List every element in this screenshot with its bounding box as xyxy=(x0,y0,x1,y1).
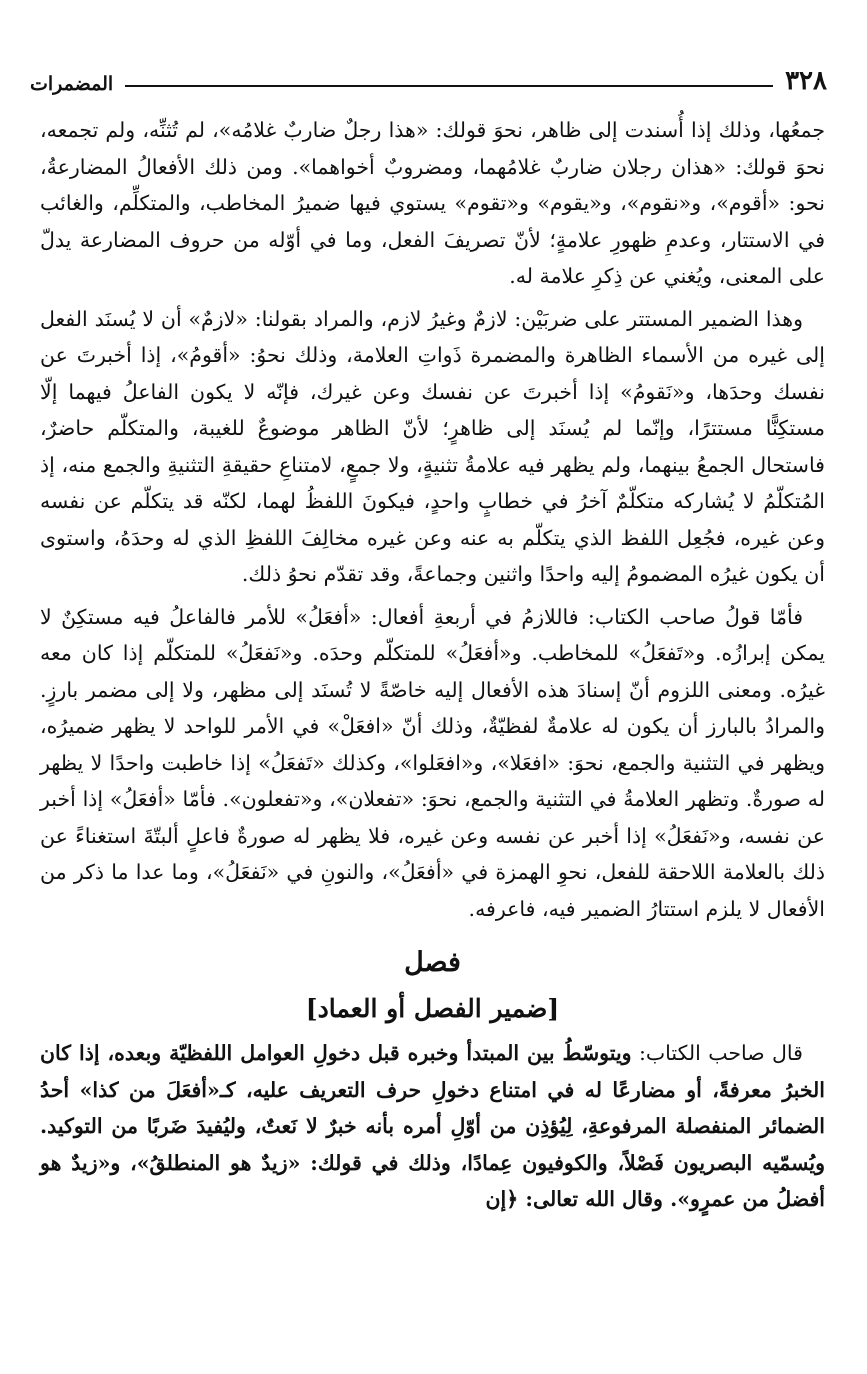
page-number: ٣٢٨ xyxy=(785,66,827,96)
paragraph-3: فأمّا قولُ صاحب الكتاب: فاللازمُ في أربعةِ أفعال: «أفعَلُ» للأمر فالفاعلُ فيه مستكِنٌ لا يمكن إبرازُه. و«تَفعَلُ» للمخاطب. و«أفعَلُ» للمتكلّم وحدَه. و«نَفعَلُ» للمتكلّم إذا كان معه غيرُه. ومعنى اللزوم أنّ إسنادَ هذه الأفعال إليه خاصّةً لا تُسنَد إلى مظهر، ولا إلى مضمر بارزٍ. والمرادُ بالبارز أن يكون له علامةٌ لفظيّةٌ، وذلك أنّ «افعَلْ» في الأمر للواحد لا يظهر ضميرُه، ويظهر في التثنية والجمع، نحوَ: «افعَلا»، و«افعَلوا»، وكذلك «تَفعَلُ» إذا خاطبت واحدًا لا يظهر له صورةٌ. وتظهر العلامةُ في التثنية والجمع، نحوَ: «تفعلان»، و«تفعلون». فأمّا «أفعَلُ» إذا أخبر عن نفسه، و«نَفعَلُ» إذا أخبر عن نفسه وعن غيره، فلا يظهر له صورةٌ فاعلٍ ألبتّةَ استغناءً عن ذلك بالعلامة اللاحقة للفعل، نحوِ الهمزة في «أفعَلُ»، والنونِ في «نَفعَلُ»، وما عدا ما ذكر من الأفعال لا يلزم استتارُ الضمير فيه، فاعرفه. xyxy=(40,604,825,921)
section-spacer xyxy=(40,1027,825,1035)
page-header xyxy=(30,58,827,94)
page-content xyxy=(40,112,825,1218)
header-rule xyxy=(125,85,773,87)
running-title: المضمرات xyxy=(30,73,114,95)
section-subtitle: [ضمير الفصل أو العماد] xyxy=(305,994,560,1023)
paragraph-2: وهذا الضمير المستتر على ضربَيْن: لازمٌ وغيرُ لازم، والمراد بقولنا: «لازمٌ» أن لا يُسنَد الفعل إلى غيره من الأسماء الظاهرة والمضمرة ذَواتِ العلامة، وذلك نحوُ: «أقومُ»، إذا أخبرتَ عن نفسك وحدَها، و«نَقومُ» إذا أخبرتَ عن نفسك وعن غيرك، فإنّه لا يكون الفاعلُ فيهما إلّا مستكِنًّا مستترًا، وإنّما لم يُسنَد إلى ظاهرٍ؛ لأنّ الظاهر موضوعٌ للغيبة، والمتكلّم حاضرٌ، فاستحال الجمعُ بينهما، ولم يظهر فيه علامةُ تثنيةٍ، ولا جمعٍ، لامتناعِ حقيقةِ التثنيةِ والجمع منه، إذ المُتكلّمُ لا يُشاركه متكلّمٌ آخرُ في خطابٍ واحدٍ، فيكونَ اللفظُ لهما، لكنّه قد يتكلّم عن نفسه وعن غيره، فجُعِل اللفظ الذي يتكلّم به عنه وعن غيره مخالِفَ اللفظِ الذي له وحدَهُ، واستوى أن يكون غيرُه المضمومُ إليه واحدًا واثنين وجماعةً، وقد تقدّم نحوُ ذلك. xyxy=(40,306,825,586)
paragraph-4-intro: قال صاحب الكتاب: xyxy=(638,1041,803,1065)
paragraph-1: جمعُها، وذلك إذا أُسندت إلى ظاهر، نحوَ قولك: «هذا رجلٌ ضاربٌ غلامُه»، لم تُثنِّه، ولم تجمعه، نحوَ قولك: «هذان رجلان ضاربٌ غلامُهما، ومضروبٌ أخواهما». ومن ذلك الأفعالُ المضارعةُ، نحو: «أقوم»، و«نقوم»، و«يقوم» و«تقوم» يستوي فيها ضميرُ المخاطب، والمتكلِّم، والغائب في الاستتار، وعدمِ ظهورِ علامةٍ؛ لأنّ تصريفَ الفعل، وما في أوّله من حروف المضارعة يدلّ على المعنى، ويُغني عن ذِكرِ علامة له. xyxy=(40,118,825,288)
paragraph-4 xyxy=(40,1035,825,1218)
paragraph-4-text: ويتوسّطُ بين المبتدأ وخبره قبل دخولِ العوامل اللفظيّة وبعده، إذا كان الخبرُ معرفةً، أو مضارعًا له في امتناع دخولِ حرف التعريف عليه، كـ«أفعَلَ من كذا» أحدُ الضمائر المنفصلة المرفوعةِ، لِيُؤذِن من أوّلِ أمره بأنه خبرٌ لا نَعتٌ، وليُفيدَ ضَربًا من التوكيد. ويُسمّيه البصريون فَصْلاً، والكوفيون عِمادًا، وذلك في قولك: «زيدٌ هو المنطلقُ»، و«زيدٌ هو أفضلُ من عمرٍو». وقال الله تعالى: ﴿إن xyxy=(40,1041,825,1211)
section-title: فصل xyxy=(404,947,461,978)
